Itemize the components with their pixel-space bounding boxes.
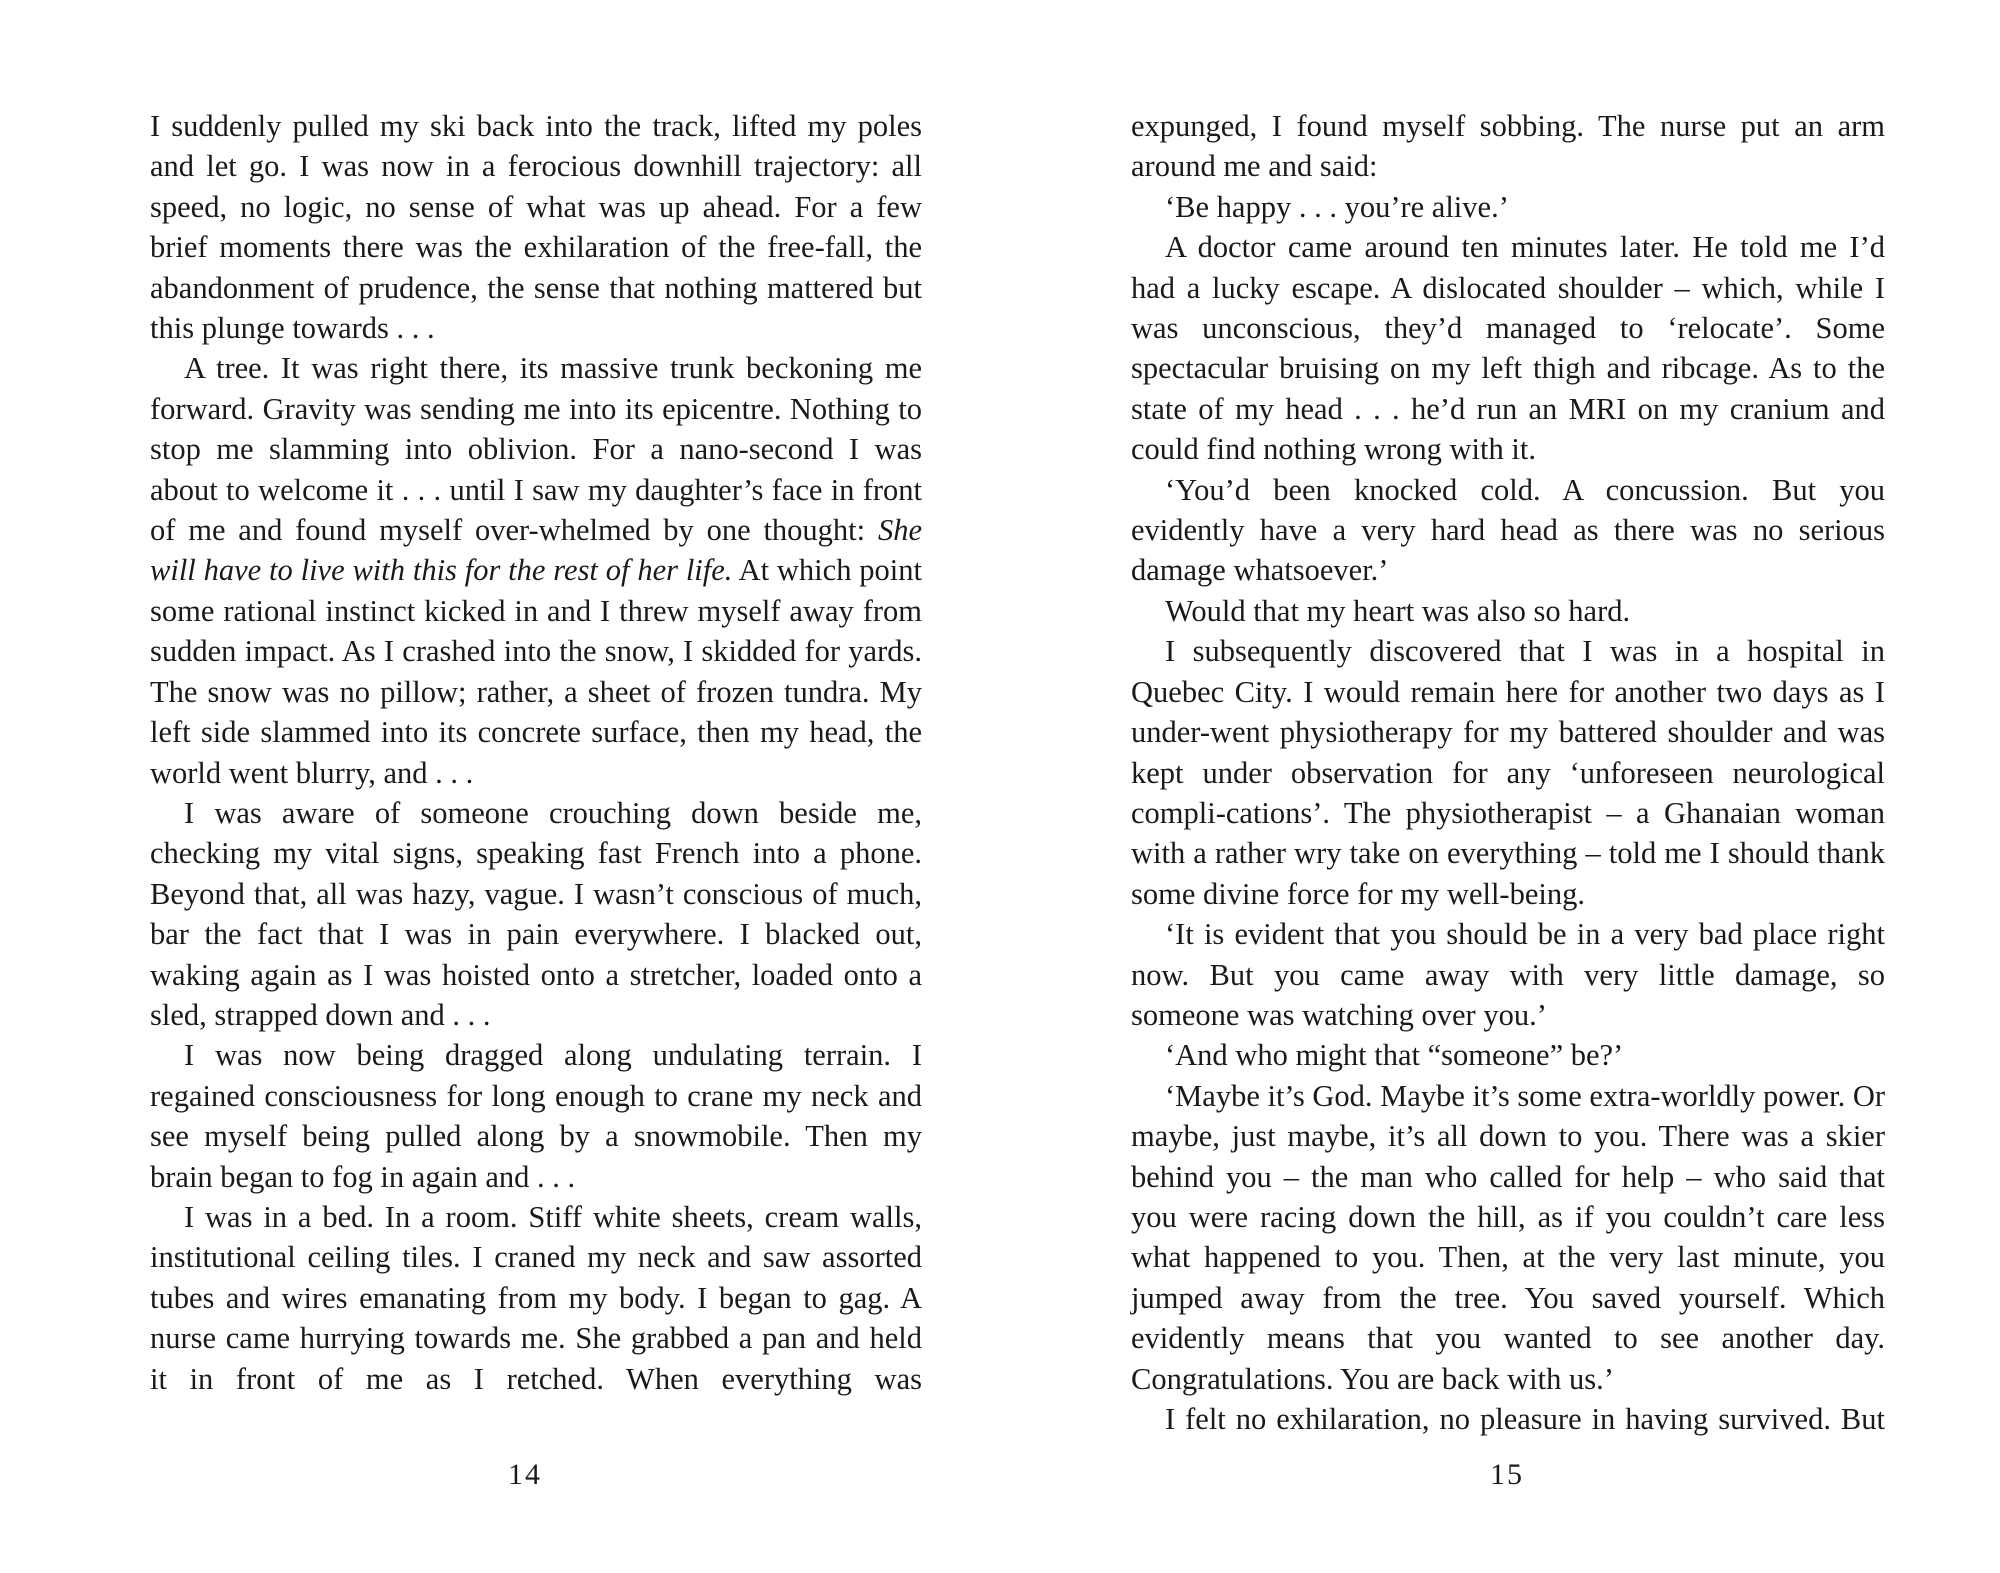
- paragraph: [1131, 106, 1885, 187]
- paragraph: [1131, 1076, 1885, 1399]
- paragraph-text: ‘And who might that “someone” be?’: [1165, 1038, 1624, 1073]
- right-page: [1000, 0, 2000, 1573]
- paragraph-text: I felt no exhilaration, no pleasure in having survived. But: [1165, 1402, 1885, 1436]
- paragraph-text: I subsequently discovered that I was in a hospital in Quebec City. I would remain here for another two days as I under-went physiotherapy for my battered shoulder and was kept under observation for any ‘unforeseen neurological compli-cations’. The physiotherapist – a Ghanaian woman with a rather wry take on everything – told me I should thank some divine force for my well-being.: [1131, 634, 1885, 911]
- paragraph-text: At which point some rational instinct kicked in and I threw myself away from sudden impact. As I crashed into the snow, I skidded for yards. The snow was no pillow; rather, a sheet of frozen tundra. My left side slammed into its concrete surface, then my head, the world went blurry, and . . .: [150, 553, 922, 790]
- paragraph: [1131, 1399, 1885, 1439]
- left-page-body: [150, 106, 922, 1399]
- page-number: 15: [1490, 1458, 1524, 1491]
- paragraph: [1131, 187, 1885, 227]
- paragraph-text: ‘It is evident that you should be in a very bad place right now. But you came away with very little damage, so someone was watching over you.’: [1131, 917, 1885, 1032]
- italic-thought: She will have to live with this for the rest of her life.: [150, 513, 922, 588]
- paragraph: [150, 348, 922, 792]
- paragraph-text: I was in a bed. In a room. Stiff white sheets, cream walls, institutional ceiling tiles. I craned my neck and saw assorted tubes and wires emanating from my body. I began to gag. A nurse came hurrying towards me. She grabbed a pan and held it in front of me as I retched. When everything was: [150, 1199, 922, 1396]
- paragraph: [1131, 631, 1885, 914]
- paragraph-text: ‘Be happy . . . you’re alive.’: [1165, 189, 1509, 224]
- paragraph: [1131, 591, 1885, 631]
- paragraph-text: ‘You’d been knocked cold. A concussion. But you evidently have a very hard head as there was no serious damage whatsoever.’: [1131, 472, 1885, 588]
- paragraph: [150, 793, 922, 1035]
- paragraph-text: I was now being dragged along undulating terrain. I regained consciousness for long enough to crane my neck and see myself being pulled along by a snowmobile. Then my brain began to fog in again and . . .: [150, 1038, 922, 1194]
- paragraph: [1131, 227, 1885, 469]
- paragraph: [1131, 1035, 1885, 1075]
- paragraph-text: ‘Maybe it’s God. Maybe it’s some extra-worldly power. Or maybe, just maybe, it’s all down to you. There was a skier behind you – the man who called for help – who said that you were racing down the hill, as if you couldn’t care less what happened to you. Then, at the very last minute, you jumped away from the tree. You saved yourself. Which evidently means that you wanted to see another day. Congratulations. You are back with us.’: [1131, 1078, 1885, 1396]
- paragraph-text: A doctor came around ten minutes later. He told me I’d had a lucky escape. A dislocated shoulder – which, while I was unconscious, they’d managed to ‘relocate’. Some spectacular bruising on my left thigh and ribcage. As to the state of my head . . . he’d run an MRI on my cranium and could find nothing wrong with it.: [1131, 230, 1885, 467]
- paragraph-text: expunged, I found myself sobbing. The nurse put an arm around me and said:: [1131, 109, 1885, 184]
- right-page-body: [1131, 106, 1885, 1439]
- paragraph: [150, 106, 922, 348]
- paragraph: [150, 1035, 922, 1197]
- paragraph: [1131, 470, 1885, 591]
- page-number: 14: [508, 1458, 542, 1491]
- paragraph-text: I was aware of someone crouching down beside me, checking my vital signs, speaking fast French into a phone. Beyond that, all was hazy, vague. I wasn’t conscious of much, bar the fact that I was in pain everywhere. I blacked out, waking again as I was hoisted onto a stretcher, loaded onto a sled, strapped down and . . .: [150, 795, 922, 1032]
- paragraph: [150, 1197, 922, 1399]
- paragraph-text: I suddenly pulled my ski back into the track, lifted my poles and let go. I was now in a ferocious downhill trajectory: all speed, no logic, no sense of what was up ahead. For a few brief moments there was the exhilaration of the free-fall, the abandonment of prudence, the sense that nothing mattered but this plunge towards . . .: [150, 109, 922, 346]
- paragraph: [1131, 914, 1885, 1035]
- paragraph-text: Would that my heart was also so hard.: [1165, 593, 1631, 628]
- paragraph-text: A tree. It was right there, its massive trunk beckoning me forward. Gravity was sending me into its epicentre. Nothing to stop me slamming into oblivion. For a nano-second I was about to welcome it . . . until I saw my daughter’s face in front of me and found myself over-whelmed by one thought:: [150, 351, 922, 548]
